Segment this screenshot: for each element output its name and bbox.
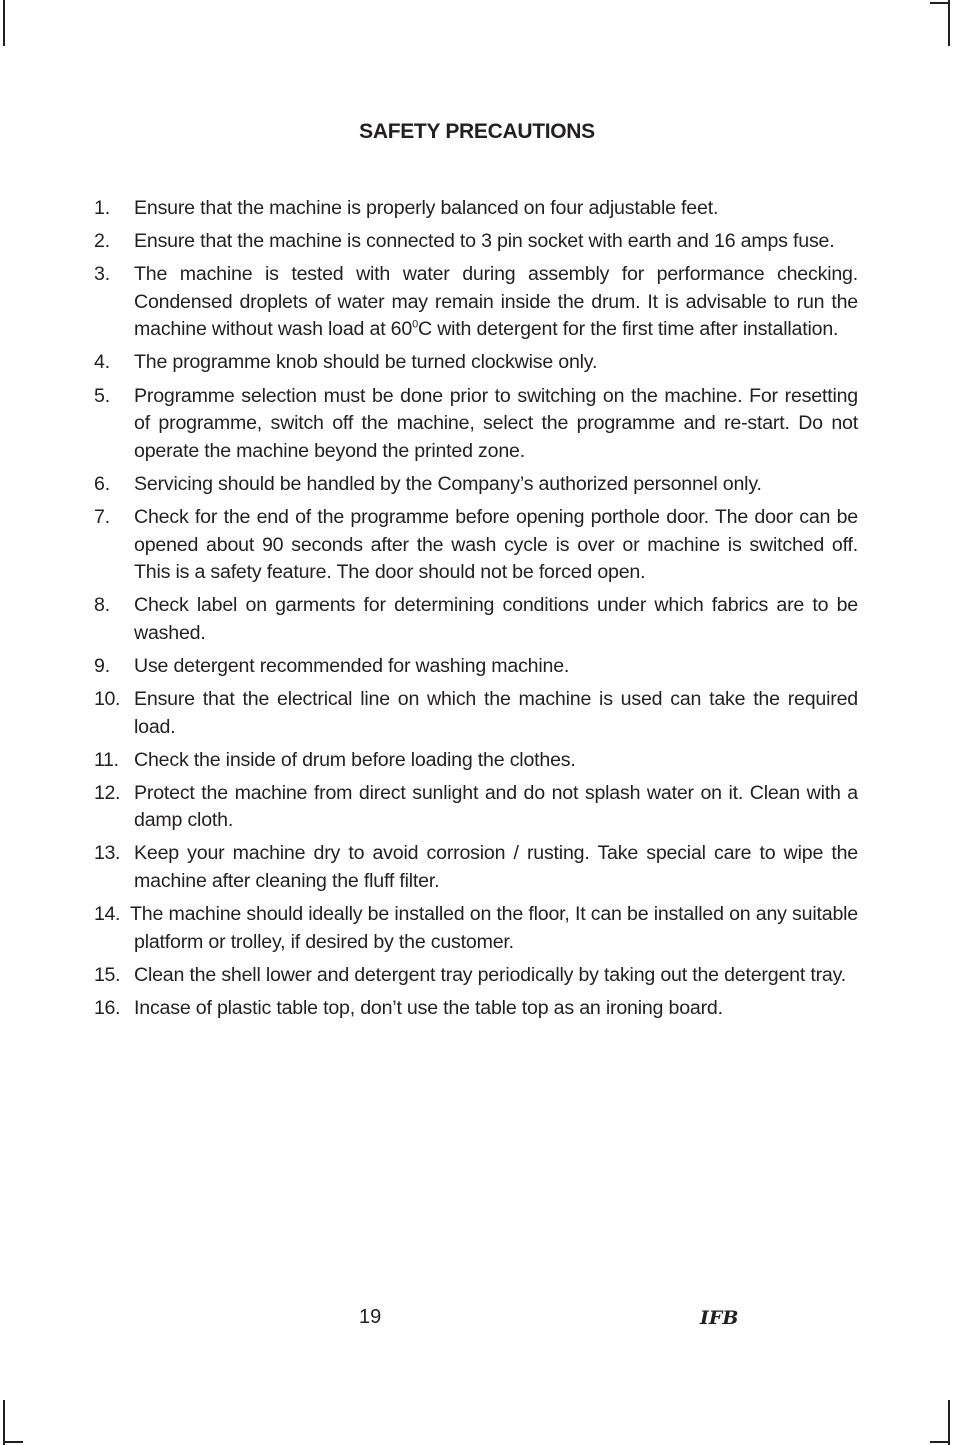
- page-title: SAFETY PRECAUTIONS: [359, 120, 595, 143]
- degree-superscript: 0: [412, 318, 419, 331]
- item-text: Ensure that the machine is connected to 3 pin socket with earth and 16 amps fuse.: [134, 230, 835, 253]
- item-number: 10.: [94, 688, 121, 710]
- item-number: 8.: [94, 594, 110, 617]
- item-number: 15.: [94, 963, 121, 986]
- item-text-part: C with detergent for the first time after installation.: [418, 318, 839, 341]
- list-item: [94, 747, 858, 775]
- item-text: Ensure that the machine is properly balanced on four adjustable feet.: [134, 197, 719, 219]
- list-item: [94, 780, 858, 835]
- item-text: Keep your machine dry to avoid corrosion / rusting. Take special care to wipe the machine after cleaning the fluff filter.: [134, 842, 858, 893]
- list-item: [94, 261, 858, 344]
- item-number: 4.: [94, 351, 110, 374]
- item-number: 3.: [94, 263, 110, 286]
- crop-mark-bottom-right-vertical: [948, 1400, 950, 1445]
- item-number: 6.: [94, 472, 110, 495]
- item-text: Incase of plastic table top, don’t use the table top as an ironing board.: [134, 996, 723, 1019]
- page-number: 19: [359, 1306, 382, 1328]
- item-number: 12.: [94, 781, 121, 804]
- item-text-part: The machine is tested with water during assembly for performance checking. Condensed droplets of water may remain inside the drum. It is advisable to run the machine without wash load at 60: [134, 263, 858, 341]
- item-text: [134, 261, 858, 344]
- safety-list: [94, 195, 858, 1028]
- item-text: Servicing should be handled by the Company’s authorized personnel only.: [134, 472, 762, 495]
- item-number: 9.: [94, 654, 110, 677]
- crop-mark-bottom-left-vertical: [3, 1400, 5, 1445]
- list-item: [94, 901, 858, 956]
- item-text: The machine should ideally be installed on the floor, It can be installed on any suitable platform or trolley, if desired by the customer.: [130, 903, 858, 953]
- item-number: 1.: [94, 197, 110, 219]
- list-item: [94, 195, 858, 223]
- item-number: 16.: [94, 996, 121, 1019]
- list-item: [94, 383, 858, 466]
- list-item: [94, 962, 858, 990]
- crop-mark-bottom-left-horizontal: [3, 1441, 23, 1443]
- item-number: 13.: [94, 842, 121, 865]
- item-text: Check label on garments for determining conditions under which fabrics are to be washed.: [134, 594, 858, 644]
- list-item: [94, 228, 858, 256]
- list-item: [94, 504, 858, 587]
- brand-logo: IFB: [700, 1307, 739, 1329]
- crop-mark-top-right-vertical: [948, 0, 950, 46]
- list-item: [94, 840, 858, 895]
- item-number: 7.: [94, 505, 110, 528]
- item-text: Check the inside of drum before loading the clothes.: [134, 748, 576, 771]
- item-text: The programme knob should be turned clockwise only.: [134, 351, 598, 374]
- item-text: Use detergent recommended for washing machine.: [134, 654, 570, 677]
- list-item: [94, 653, 858, 681]
- crop-mark-top-right-horizontal: [930, 2, 950, 4]
- list-item: [94, 349, 858, 377]
- item-number: 14.: [94, 903, 121, 926]
- crop-mark-top-left-vertical: [3, 0, 5, 46]
- item-number: 2.: [94, 230, 110, 253]
- list-item: [94, 995, 858, 1023]
- item-text: Clean the shell lower and detergent tray periodically by taking out the detergent tray.: [134, 963, 846, 986]
- list-item: [94, 686, 858, 741]
- item-number: 11.: [94, 748, 119, 771]
- item-number: 5.: [94, 384, 110, 407]
- item-text: Ensure that the electrical line on which the machine is used can take the required load.: [134, 688, 858, 738]
- item-text: Protect the machine from direct sunlight and do not splash water on it. Clean with a damp cloth.: [134, 781, 858, 832]
- list-item: [94, 471, 858, 499]
- list-item: [94, 592, 858, 647]
- crop-mark-bottom-right-horizontal: [930, 1441, 950, 1443]
- item-text: Programme selection must be done prior to switching on the machine. For resetting of programme, switch off the machine, select the programme and re-start. Do not operate the machine beyond the printed zone.: [134, 384, 858, 462]
- item-text: Check for the end of the programme before opening porthole door. The door can be opened about 90 seconds after the wash cycle is over or machine is switched off. This is a safety feature. The door should not be forced open.: [134, 505, 858, 584]
